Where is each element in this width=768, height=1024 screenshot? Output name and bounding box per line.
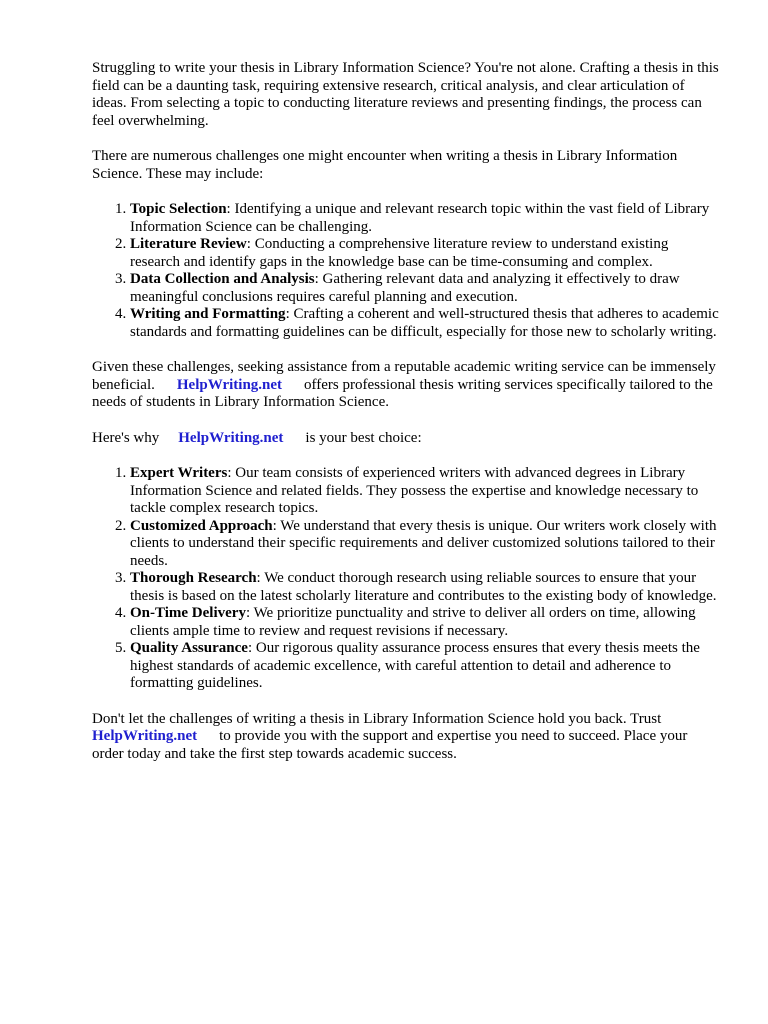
item-text: Identifying a unique and relevant research topic within the vast field of Library Information Science can be challenging. [130, 201, 710, 235]
item-term: Writing and Formatting [130, 306, 286, 322]
closing-after: to provide you with the support and expertise you need to succeed. Place your order today and take the first step towards academic success. [92, 728, 688, 762]
list-item [130, 306, 720, 341]
item-sep: : [256, 570, 261, 586]
list-item [130, 570, 720, 605]
service-paragraph [92, 359, 720, 412]
item-text: Conducting a comprehensive literature review to understand existing research and identify gaps in the knowledge base can be time-consuming and complex. [130, 236, 669, 270]
why-before: Here's why [92, 429, 160, 446]
item-sep: : [247, 640, 253, 656]
item-sep: : [227, 465, 232, 481]
item-sep: : [226, 201, 231, 217]
item-term: Literature Review [130, 236, 247, 252]
list-item [130, 640, 720, 693]
list-item [130, 605, 720, 640]
helpwriting-link[interactable]: HelpWriting.net [178, 429, 284, 446]
list-item [130, 518, 720, 571]
list-item [130, 201, 720, 236]
item-term: Thorough Research [130, 570, 257, 586]
item-text: We understand that every thesis is unique. Our writers work closely with clients to understand their specific requirements and deliver customized solutions tailored to their needs. [130, 517, 717, 569]
item-term: Topic Selection [130, 201, 227, 217]
closing-paragraph [92, 711, 720, 764]
benefits-list [92, 465, 720, 693]
item-text: We conduct thorough research using reliable sources to ensure that your thesis is based on the latest scholarly literature and contributes to the existing body of knowledge. [130, 570, 717, 604]
why-lead [92, 430, 720, 448]
helpwriting-link[interactable]: HelpWriting.net [92, 728, 198, 744]
why-after: is your best choice: [305, 429, 422, 446]
service-before: Given these challenges, seeking assistance from a reputable academic writing service can be immensely beneficial. [92, 359, 716, 393]
service-after: offers professional thesis writing services specifically tailored to the needs of students in Library Information Science. [92, 376, 713, 410]
item-text: Our rigorous quality assurance process ensures that every thesis meets the highest standards of academic excellence, with careful attention to detail and adherence to formatting guidelines. [130, 640, 700, 691]
item-sep: : [285, 306, 290, 322]
list-item [130, 271, 720, 306]
item-text: Crafting a coherent and well-structured thesis that adheres to academic standards and formatting guidelines can be difficult, especially for those new to scholarly writing. [130, 306, 719, 340]
item-sep: : [245, 605, 251, 621]
item-term: Data Collection and Analysis [130, 271, 315, 287]
list-item [130, 465, 720, 518]
item-term: On-Time Delivery [130, 605, 246, 621]
item-text: We prioritize punctuality and strive to deliver all orders on time, allowing clients ample time to review and request revisions if necessary. [130, 605, 696, 639]
item-term: Customized Approach [130, 517, 273, 534]
helpwriting-link[interactable]: HelpWriting.net [176, 376, 283, 393]
item-text: Gathering relevant data and analyzing it effectively to draw meaningful conclusions requires careful planning and execution. [130, 271, 680, 305]
item-sep: : [272, 517, 277, 534]
list-item [130, 236, 720, 271]
item-sep: : [246, 236, 251, 252]
challenges-list [92, 201, 720, 341]
item-sep: : [314, 271, 319, 287]
challenges-lead: There are numerous challenges one might encounter when writing a thesis in Library Information Science. These may include: [92, 148, 678, 182]
intro-paragraph: Struggling to write your thesis in Library Information Science? You're not alone. Crafting a thesis in this field can be a daunting task, requiring extensive research, critical analysis, and clear articulation of ideas. From selecting a topic to conducting literature reviews and presenting findings, the process can feel overwhelming. [92, 60, 719, 129]
item-term: Quality Assurance [130, 640, 248, 656]
item-term: Expert Writers [130, 465, 228, 481]
closing-before: Don't let the challenges of writing a thesis in Library Information Science hold you back. Trust [92, 710, 662, 727]
item-text: Our team consists of experienced writers with advanced degrees in Library Information Science and related fields. They possess the expertise and knowledge necessary to tackle complex research topics. [130, 465, 699, 516]
